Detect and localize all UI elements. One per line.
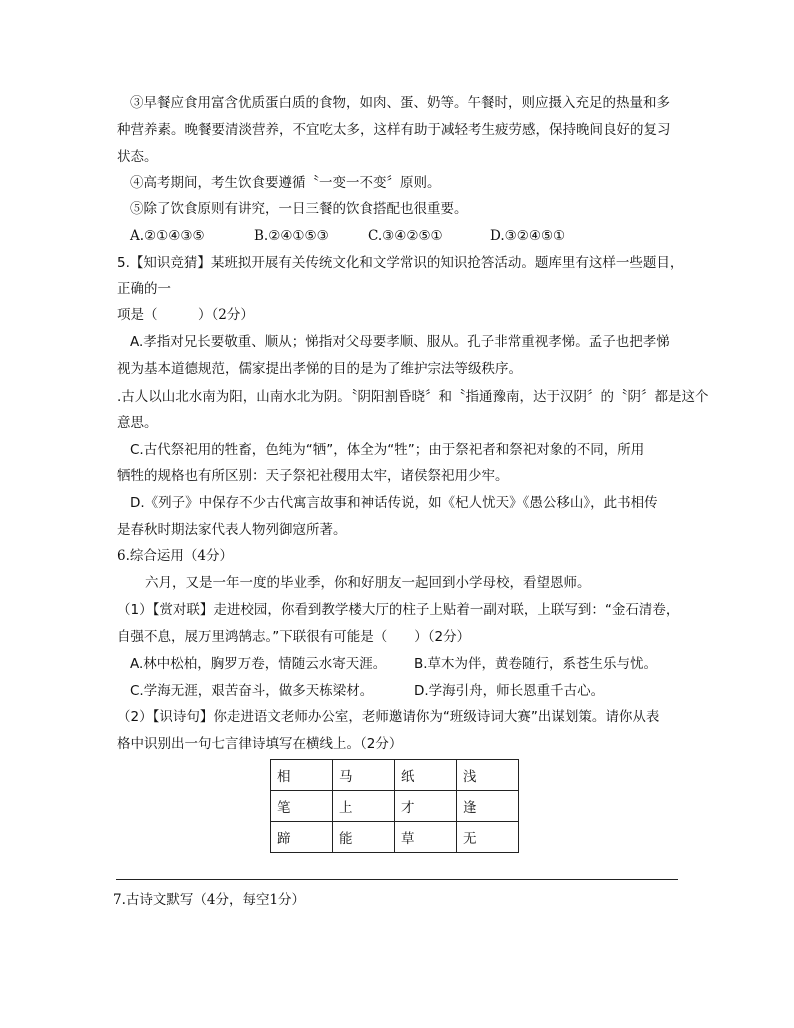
q4-item5: ⑤除了饮食原则有讲究，一日三餐的饮食搭配也很重要。: [130, 201, 468, 217]
grid-cell: 笔: [271, 791, 333, 822]
q4-item3-line2: 种营养素。晚餐要清淡营养，不宜吃太多，这样有助于减轻考生疲劳感，保持晚间良好的复习: [117, 122, 671, 138]
grid-cell: 草: [395, 822, 457, 853]
grid-cell: 才: [395, 791, 457, 822]
q4-option-a: A.②①④③⑤: [130, 228, 205, 244]
grid-cell: 逢: [457, 791, 519, 822]
q6-sub1-option-c: C.学海无涯，艰苦奋斗，做多天栋梁材。: [130, 683, 374, 699]
q5-option-b-line2: 意思。: [117, 415, 158, 431]
grid-row: [271, 791, 519, 822]
q7-title: 7.古诗文默写（4分，每空1分）: [113, 892, 306, 908]
q4-option-c: C.③④②⑤①: [368, 228, 443, 244]
answer-line: [116, 879, 678, 880]
q5-option-c-line1: C.古代祭祀用的牲畜，色纯为“牺”，体全为“牲”；由于祭祀者和祭祀对象的不同，所用: [130, 442, 645, 458]
grid-cell: 马: [333, 760, 395, 791]
q6-sub1-option-b: B.草木为伴，黄卷随行，系苍生乐与忧。: [414, 656, 658, 672]
q5-option-c-line2: 牺牲的规格也有所区别：天子祭祀社稷用太牢，诸侯祭祀用少牢。: [117, 468, 509, 484]
q5-option-a-line1: A.孝指对兄长要敬重、顺从；悌指对父母要孝顺、服从。孔子非常重视孝悌。孟子也把孝悌: [130, 334, 670, 350]
q4-option-d: D.③②④⑤①: [490, 228, 566, 244]
q4-option-b: B.②④①⑤③: [254, 228, 329, 244]
q5-option-d-line2: 是春秋时期法家代表人物列御寇所著。: [117, 522, 347, 538]
grid-row: [271, 822, 519, 853]
grid-cell: 相: [271, 760, 333, 791]
grid-row: [271, 760, 519, 791]
q4-item3-line3: 状态。: [117, 149, 158, 165]
grid-cell: 能: [333, 822, 395, 853]
grid-cell: 上: [333, 791, 395, 822]
q5-option-d-line1: D.《列子》中保存不少古代寓言故事和神话传说，如《杞人忧天》《愚公移山》，此书相传: [130, 495, 658, 511]
q6-sub1-option-d: D.学海引舟，师长恩重千古心。: [414, 683, 605, 699]
q4-item4: ④高考期间，考生饮食要遵循〝一变一不变〞原则。: [130, 175, 441, 191]
q6-sub1-line1: （1）【赏对联】走进校园，你看到教学楼大厅的柱子上贴着一副对联，上联写到：“金石清卷，: [117, 602, 680, 618]
q6-sub2-line2: 格中识别出一句七言律诗填写在横线上。（2分）: [117, 736, 403, 752]
q4-options: [130, 227, 565, 245]
q5-stem-line2: 正确的一: [117, 281, 171, 297]
q5-option-a-line2: 视为基本道德规范，儒家提出孝悌的目的是为了维护宗法等级秩序。: [117, 361, 522, 377]
q6-intro: 六月，又是一年一度的毕业季，你和好朋友一起回到小学母校，看望恩师。: [145, 575, 591, 591]
grid-cell: 纸: [395, 760, 457, 791]
q6-title: 6.综合运用（4分）: [117, 548, 233, 564]
q6-sub2-line1: （2）【识诗句】你走进语文老师办公室，老师邀请你为“班级诗词大赛”出谋划策。请你从表: [117, 709, 660, 725]
q5-stem-line1: 5.【知识竞猜】某班拟开展有关传统文化和文学常识的知识抢答活动。题库里有这样一些题目，: [117, 255, 684, 271]
grid-cell: 无: [457, 822, 519, 853]
q6-sub1-line2: 自强不息，展万里鸿鹄志。”下联很有可能是（ ）（2分）: [117, 629, 471, 645]
character-grid: [270, 759, 519, 853]
q5-stem-line3: 项是（ ）（2分）: [117, 307, 254, 323]
q5-option-b-line1: .古人以山北水南为阳，山南水北为阴。〝阴阳割昏晓〞和〝指通豫南，达于汉阴〞的〝阴〞都是这个: [117, 389, 709, 405]
grid-cell: 蹄: [271, 822, 333, 853]
grid-cell: 浅: [457, 760, 519, 791]
q4-item3-line1: ③早餐应食用富含优质蛋白质的食物，如肉、蛋、奶等。午餐时，则应摄入充足的热量和多: [130, 95, 670, 111]
q6-sub1-option-a: A.林中松柏，胸罗万卷，情随云水寄天涯。: [130, 656, 387, 672]
